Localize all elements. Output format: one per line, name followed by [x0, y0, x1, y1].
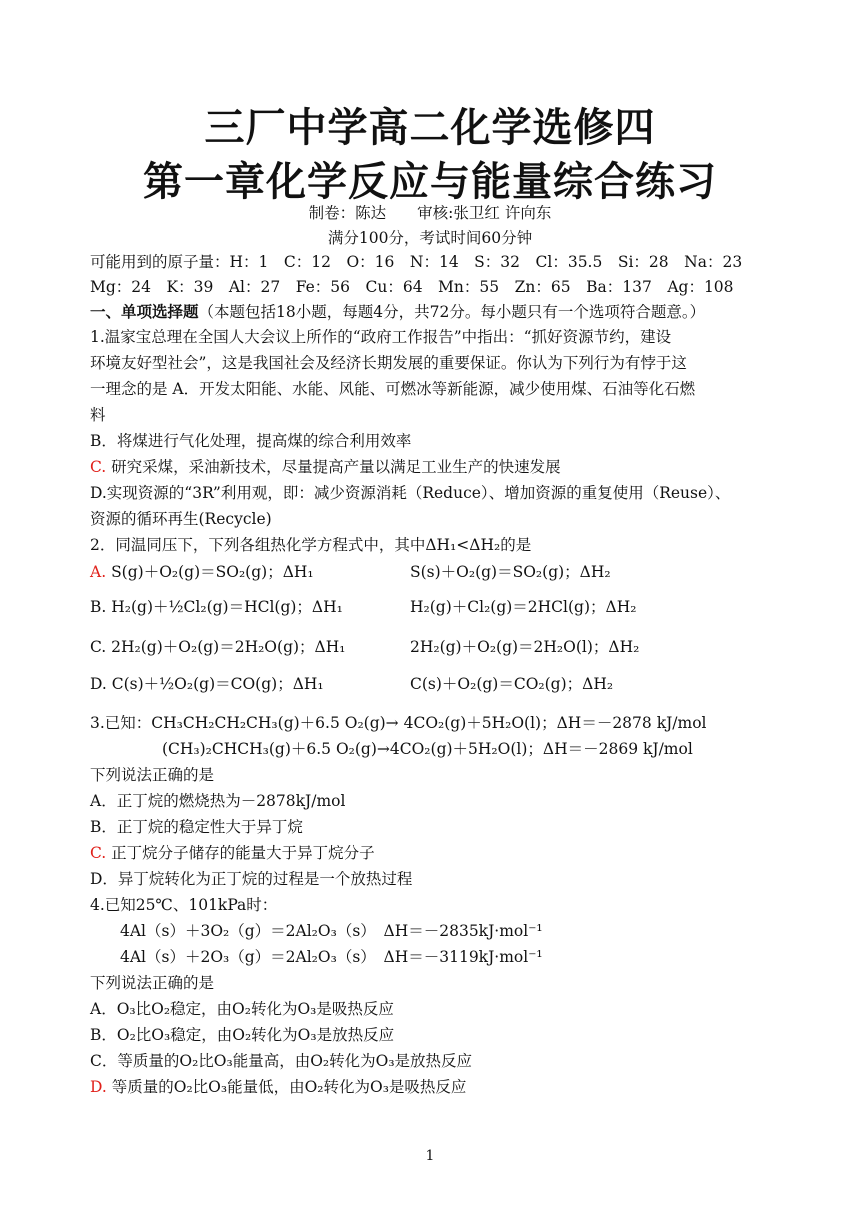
- title-line-1: 三厂中学高二化学选修四: [204, 105, 656, 151]
- q4-option-c: C．等质量的O₂比O₃能量高，由O₂转化为O₃是放热反应: [90, 1052, 473, 1070]
- q2-option-b-letter: B.: [90, 598, 107, 616]
- q2-option-a-eq2: S(s)＋O₂(g)＝SO₂(g)；ΔH₂: [410, 563, 611, 581]
- section-1-header: [90, 299, 780, 325]
- q4-option-a: A．O₃比O₂稳定，由O₂转化为O₃是吸热反应: [90, 1000, 394, 1018]
- page-number: 1: [425, 1148, 435, 1164]
- q3-option-a: A．正丁烷的燃烧热为－2878kJ/mol: [90, 792, 346, 810]
- q4-equation-1: 4Al（s）＋3O₂（g）＝2Al₂O₃（s） ΔH＝－2835kJ·mol⁻¹: [120, 922, 543, 940]
- q2-option-d: [90, 671, 780, 697]
- q1-stem-line-4: 料: [90, 406, 106, 424]
- q4-option-b: B．O₂比O₃稳定，由O₂转化为O₃是放热反应: [90, 1026, 395, 1044]
- q2-option-d-eq1: C(s)＋½O₂(g)＝CO(g)；ΔH₁: [111, 675, 324, 693]
- exam-info: 满分100分，考试时间60分钟: [327, 229, 533, 247]
- q1-option-c-letter: C.: [90, 458, 107, 476]
- section-1-heading: 一、单项选择题: [90, 302, 199, 321]
- q3-stem-line-1: 3.已知：CH₃CH₂CH₂CH₃(g)＋6.5 O₂(g)→ 4CO₂(g)＋5H₂O(l)；ΔH＝－2878 kJ/mol: [90, 714, 707, 732]
- q1-stem-line-3: 一理念的是 A．开发太阳能、水能、风能、可燃冰等新能源，减少使用煤、石油等化石燃: [90, 380, 696, 398]
- q2-option-b-eq1: H₂(g)＋½Cl₂(g)＝HCl(g)；ΔH₁: [111, 598, 343, 616]
- q3-option-c-text: 正丁烷分子储存的能量大于异丁烷分子: [111, 844, 375, 862]
- q2-stem: 2．同温同压下，下列各组热化学方程式中，其中ΔH₁<ΔH₂的是: [90, 536, 532, 554]
- q3-stem-line-2: (CH₃)₂CHCH₃(g)＋6.5 O₂(g)→4CO₂(g)＋5H₂O(l)；ΔH＝－2869 kJ/mol: [162, 740, 693, 758]
- atomic-masses-line-1: 可能用到的原子量：H：1 C：12 O：16 N：14 S：32 Cl：35.5 Si：28 Na：23: [90, 253, 743, 271]
- authors: 制卷：陈达 审核:张卫红 许向东: [308, 204, 552, 222]
- q3-question: 下列说法正确的是: [90, 766, 215, 784]
- q1-option-d-line-2: 资源的循环再生(Recycle): [90, 510, 272, 528]
- q3-option-c: [90, 840, 780, 866]
- q2-option-b: [90, 594, 780, 620]
- q2-option-a: [90, 559, 780, 585]
- q3-option-b: B．正丁烷的稳定性大于异丁烷: [90, 818, 303, 836]
- title-line-2: 第一章化学反应与能量综合练习: [143, 159, 717, 205]
- q2-option-a-eq1: S(g)＋O₂(g)＝SO₂(g)；ΔH₁: [111, 563, 314, 581]
- q4-option-d: [90, 1074, 780, 1100]
- q2-option-b-eq2: H₂(g)＋Cl₂(g)＝2HCl(g)；ΔH₂: [410, 598, 637, 616]
- q1-stem-line-1: 1.温家宝总理在全国人大会议上所作的“政府工作报告”中指出：“抓好资源节约，建设: [90, 328, 672, 346]
- q2-option-c-eq2: 2H₂(g)＋O₂(g)＝2H₂O(l)；ΔH₂: [410, 638, 640, 656]
- q1-stem-line-2: 环境友好型社会”，这是我国社会及经济长期发展的重要保证。你认为下列行为有悖于这: [90, 354, 687, 372]
- q4-stem: 4.已知25℃、101kPa时：: [90, 896, 278, 914]
- q4-equation-2: 4Al（s）＋2O₃（g）＝2Al₂O₃（s） ΔH＝－3119kJ·mol⁻¹: [120, 948, 543, 966]
- q2-option-c-eq1: 2H₂(g)＋O₂(g)＝2H₂O(g)；ΔH₁: [111, 638, 346, 656]
- atomic-masses-line-2: Mg：24 K：39 Al：27 Fe：56 Cu：64 Mn：55 Zn：65 Ba：137 Ag：108: [90, 278, 734, 296]
- q4-question: 下列说法正确的是: [90, 974, 215, 992]
- q1-option-d-line-1: D.实现资源的“3R”利用观，即：减少资源消耗（Reduce）、增加资源的重复使用（Reuse）、: [90, 484, 731, 502]
- q2-option-c: [90, 634, 780, 660]
- q2-option-d-eq2: C(s)＋O₂(g)＝CO₂(g)；ΔH₂: [410, 675, 614, 693]
- q1-option-c-text: 研究采煤，采油新技术，尽量提高产量以满足工业生产的快速发展: [111, 458, 561, 476]
- q4-option-d-letter: D.: [90, 1078, 107, 1096]
- q2-option-a-letter: A.: [90, 563, 107, 581]
- q4-option-d-text: 等质量的O₂比O₃能量低，由O₂转化为O₃是吸热反应: [111, 1078, 467, 1096]
- q1-option-b: B．将煤进行气化处理，提高煤的综合利用效率: [90, 432, 412, 450]
- q2-option-d-letter: D.: [90, 675, 107, 693]
- q3-option-c-letter: C.: [90, 844, 107, 862]
- section-1-note: （本题包括18小题，每题4分，共72分。每小题只有一个选项符合题意。）: [198, 303, 706, 321]
- q2-option-c-letter: C.: [90, 638, 107, 656]
- q1-option-c: [90, 454, 780, 480]
- q3-option-d: D．异丁烷转化为正丁烷的过程是一个放热过程: [90, 870, 413, 888]
